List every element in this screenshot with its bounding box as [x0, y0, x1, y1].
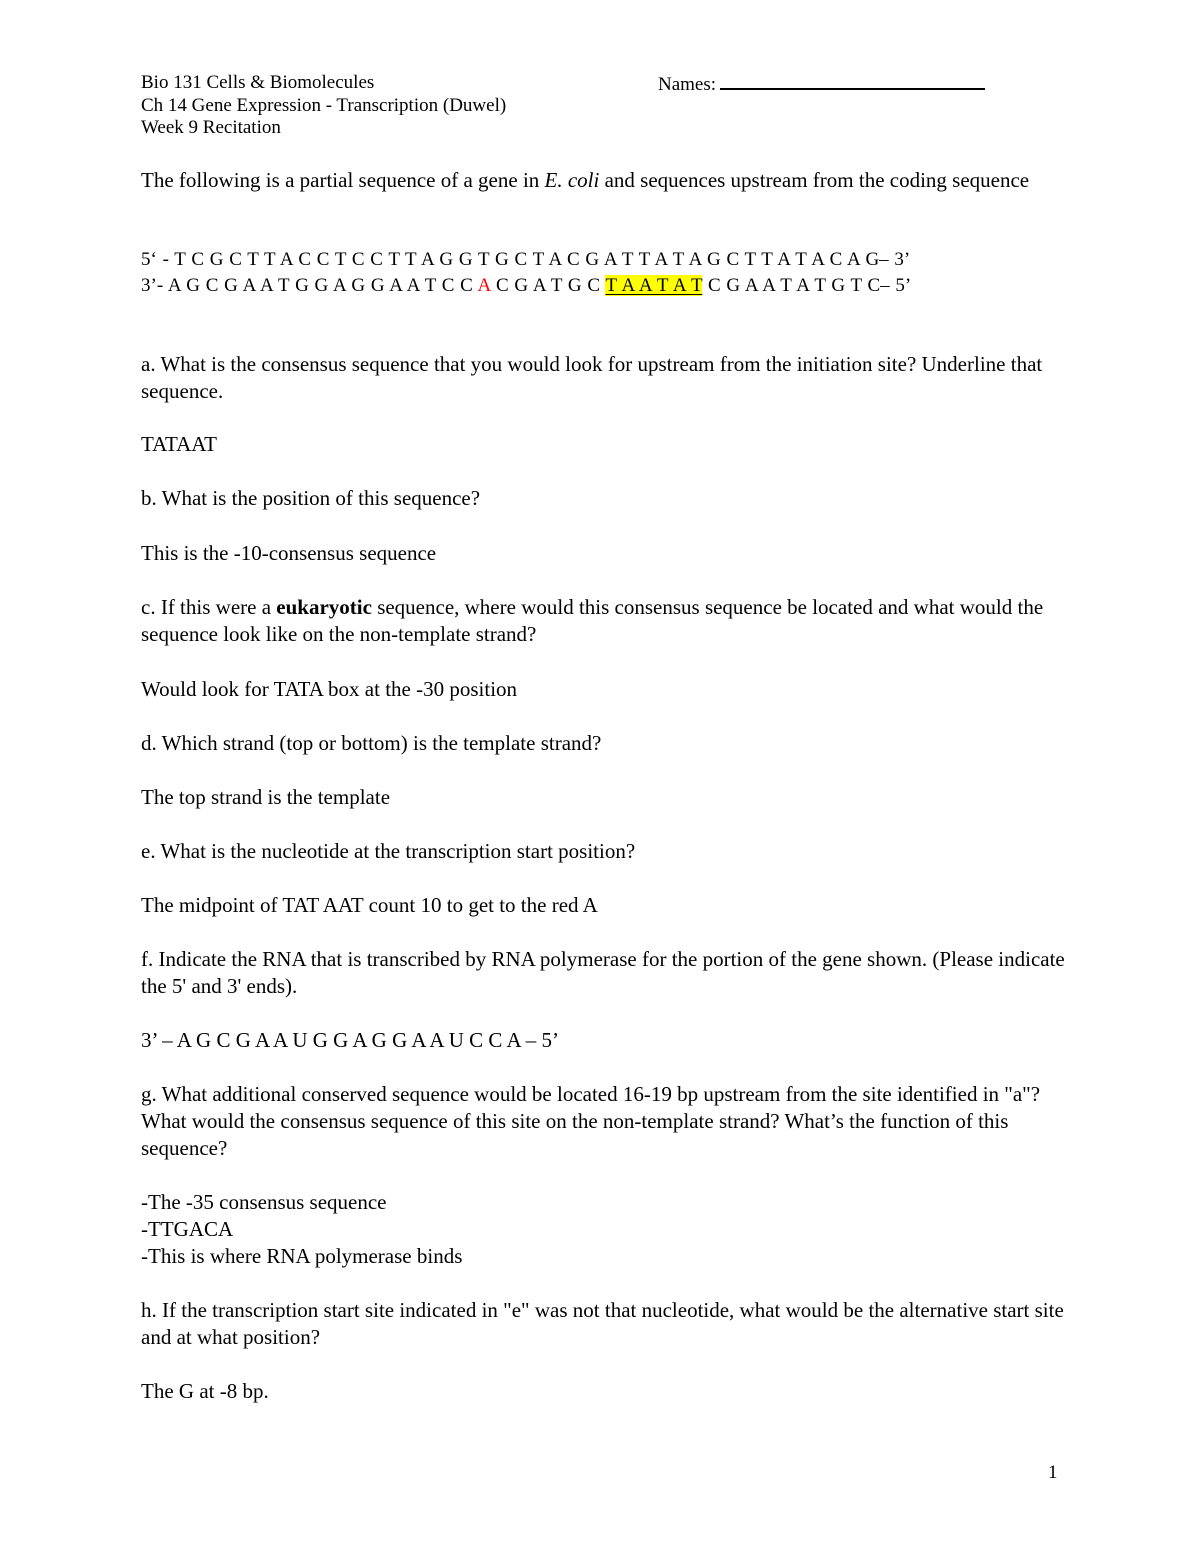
question-b: b. What is the position of this sequence?	[141, 486, 481, 510]
answer-h: The G at -8 bp.	[141, 1379, 269, 1403]
bottom-strand-sequence	[141, 274, 911, 298]
question-h: h. If the transcription start site indicated in "e" was not that nucleotide, what would be the alternative start site and at what position?	[141, 1298, 1064, 1349]
start-nucleotide-red: A	[477, 275, 491, 296]
question-c-text-1: c. If this were a	[141, 595, 277, 619]
answer-g-3: -This is where RNA polymerase binds	[141, 1244, 463, 1268]
names-label: Names:	[658, 74, 717, 95]
answer-g-1: -The -35 consensus sequence	[141, 1190, 387, 1214]
question-c-bold: eukaryotic	[276, 595, 372, 619]
bottom-seq-part-2: C G A T G C	[490, 275, 606, 296]
question-c-text-2: sequence, where would this consensus sequence be located and what would the sequence look like on the non-template strand?	[141, 595, 1044, 646]
page-number: 1	[1048, 1462, 1058, 1483]
top-strand-sequence: 5‘ - T C G C T T A C C T C C T T A G G T G C T A C G A T T A T A G C T T A T A C A G– 3’	[141, 249, 911, 270]
week-label: Week 9 Recitation	[141, 117, 281, 138]
intro-text-1: The following is a partial sequence of a gene in	[141, 168, 545, 192]
organism-name: E. coli	[544, 168, 600, 192]
answer-e: The midpoint of TAT AAT count 10 to get to the red A	[141, 893, 598, 917]
highlighted-consensus: T A A T A T	[605, 275, 703, 296]
question-f: f. Indicate the RNA that is transcribed by RNA polymerase for the portion of the gene shown. (Please indicate the 5' and 3' ends).	[141, 947, 1065, 998]
question-a: a. What is the consensus sequence that you would look for upstream from the initiation site? Underline that sequence.	[141, 352, 1043, 403]
answer-c: Would look for TATA box at the -30 position	[141, 677, 518, 701]
answer-g-2: -TTGACA	[141, 1217, 234, 1241]
intro-paragraph	[141, 167, 1071, 194]
answer-a: TATAAT	[141, 432, 217, 456]
question-g: g. What additional conserved sequence would be located 16-19 bp upstream from the site identified in "a"? What would the consensus sequence of this site on the non-template strand? What’s the function of this sequence?	[141, 1082, 1041, 1160]
bottom-seq-part-1: 3’- A G C G A A T G G A G G A A T C C	[141, 275, 478, 296]
answer-b: This is the -10-consensus sequence	[141, 541, 437, 565]
question-d: d. Which strand (top or bottom) is the template strand?	[141, 731, 602, 755]
answer-f: 3’ – A G C G A A U G G A G G A A U C C A – 5’	[141, 1028, 559, 1052]
chapter-title: Ch 14 Gene Expression - Transcription (Duwel)	[141, 95, 507, 116]
names-blank-line	[720, 72, 985, 90]
intro-text-2: and sequences upstream from the coding sequence	[599, 168, 1030, 192]
names-field	[658, 72, 985, 96]
answer-d: The top strand is the template	[141, 785, 391, 809]
question-c	[141, 594, 1071, 648]
course-title: Bio 131 Cells & Biomolecules	[141, 72, 375, 93]
question-e: e. What is the nucleotide at the transcription start position?	[141, 839, 636, 863]
bottom-seq-part-3: C G A A T A T G T C– 5’	[702, 275, 912, 296]
